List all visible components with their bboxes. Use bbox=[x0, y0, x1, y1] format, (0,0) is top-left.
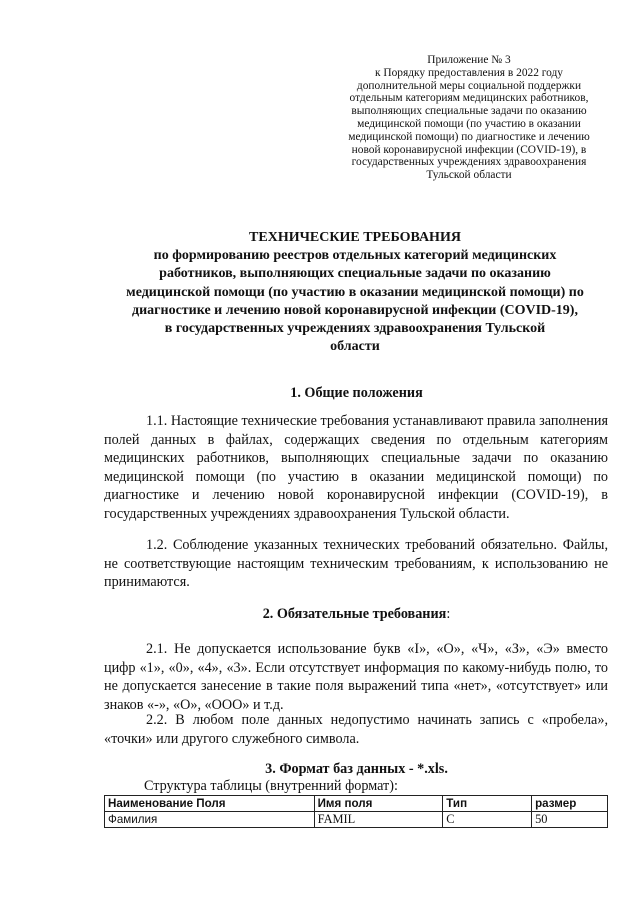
title-line: диагностике и лечению новой коронавирусной инфекции (COVID-19), bbox=[132, 302, 578, 318]
paragraph-1-2: 1.2. Соблюдение указанных технических требований обязательно. Файлы, не соответствующие настоящим техническим требованиям, к использованию не принимаются. bbox=[104, 537, 608, 591]
section-3-heading: 3. Формат баз данных - *.xls. bbox=[265, 761, 448, 777]
appendix-line: государственных учреждениях здравоохранения bbox=[351, 156, 587, 169]
paragraph-2-1: 2.1. Не допускается использование букв «I», «О», «Ч», «З», «Э» вместо цифр «1», «0», «4», «3». Если отсутствует информация по какому-нибудь полю, то не допускается занесение в такие поля выражений типа «нет», «отсутствует» или знаков «-», «О», «ООО» и т.д. bbox=[104, 641, 608, 713]
title-line: ТЕХНИЧЕСКИЕ ТРЕБОВАНИЯ bbox=[249, 230, 461, 245]
table-header-row bbox=[105, 796, 608, 812]
paragraph-2-2: 2.2. В любом поле данных недопустимо начинать запись с «пробела», «точки» или другого служебного символа. bbox=[104, 712, 608, 747]
table-cell: С bbox=[443, 812, 532, 828]
table-cell: FAMIL bbox=[314, 812, 443, 828]
appendix-line: медицинской помощи) по диагностике и лечению bbox=[348, 130, 590, 143]
table-cell: Фамилия bbox=[105, 812, 315, 828]
column-header: Тип bbox=[443, 796, 532, 812]
title-line: по формированию реестров отдельных категорий медицинских bbox=[153, 248, 557, 264]
structure-table bbox=[104, 795, 608, 828]
table-caption: Структура таблицы (внутренний формат): bbox=[144, 778, 398, 794]
appendix-line: Тульской области bbox=[426, 169, 512, 182]
section-2-heading bbox=[104, 605, 609, 623]
appendix-line: дополнительной меры социальной поддержки bbox=[356, 79, 582, 92]
appendix-header bbox=[318, 54, 620, 182]
column-header: Имя поля bbox=[314, 796, 443, 812]
document-title bbox=[100, 229, 610, 356]
table-row bbox=[105, 812, 608, 828]
title-line: медицинской помощи (по участию в оказании медицинской помощи) по bbox=[126, 284, 584, 300]
column-header: Наименование Поля bbox=[105, 796, 315, 812]
appendix-line: Приложение № 3 bbox=[427, 54, 511, 66]
appendix-line: отдельным категориям медицинских работников, bbox=[349, 92, 589, 105]
appendix-line: к Порядку предоставления в 2022 году bbox=[375, 66, 563, 79]
title-line: области bbox=[330, 339, 380, 355]
title-line: работников, выполняющих специальные задачи по оказанию bbox=[159, 266, 551, 282]
appendix-line: выполняющих специальные задачи по оказанию bbox=[351, 105, 587, 118]
appendix-line: медицинской помощи (по участию в оказании bbox=[357, 117, 581, 130]
column-header: размер bbox=[532, 796, 608, 812]
table-cell: 50 bbox=[532, 812, 608, 828]
paragraph-1-1: 1.1. Настоящие технические требования устанавливают правила заполнения полей данных в файлах, содержащих сведения по отдельным категориям медицинских работников, выполняющих специальные задачи по оказанию медицинской помощи (по участию в оказании медицинской помощи) по диагностике и лечению новой коронавирусной инфекции (COVID-19), в государственных учреждениях здравоохранения Тульской области. bbox=[104, 413, 608, 522]
section-2-heading-text: 2. Обязательные требования bbox=[262, 606, 447, 622]
title-line: в государственных учреждениях здравоохранения Тульской bbox=[164, 321, 546, 337]
section-2-heading-colon: : bbox=[446, 606, 451, 622]
appendix-line: новой коронавирусной инфекции (COVID-19), в bbox=[351, 143, 587, 156]
section-1-heading: 1. Общие положения bbox=[290, 385, 423, 401]
